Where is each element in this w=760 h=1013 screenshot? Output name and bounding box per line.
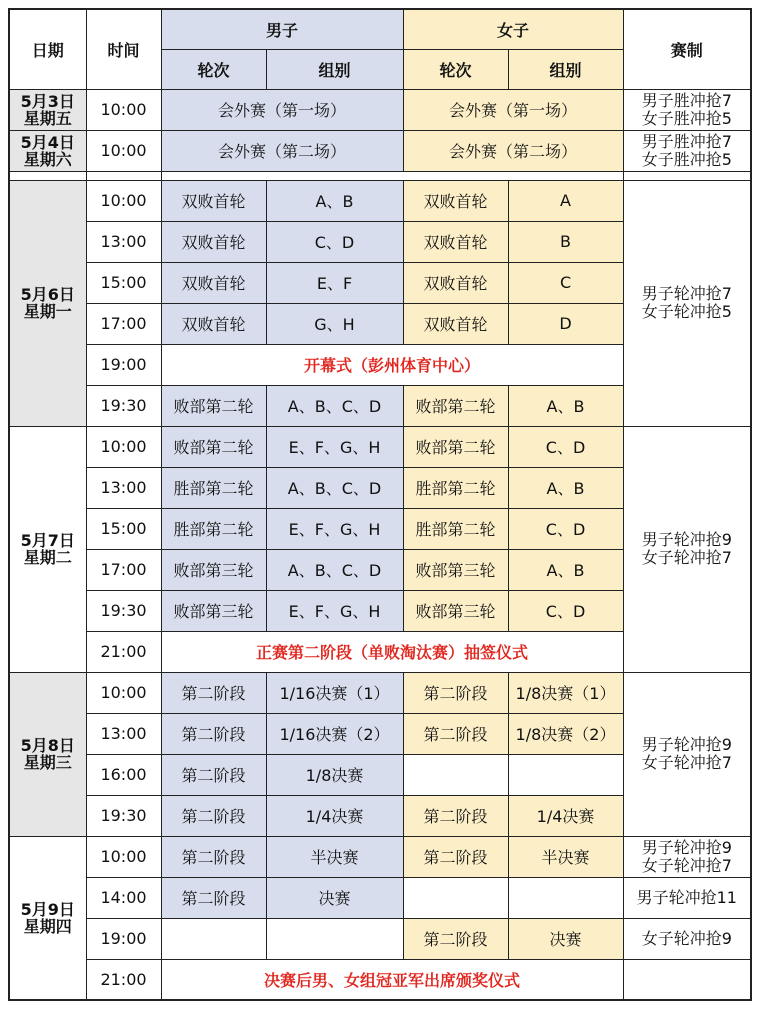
women-match: 会外赛（第二场） [403,130,623,171]
women-group: A、B [508,549,623,590]
men-round: 胜部第二轮 [161,508,266,549]
women-group: 半决赛 [508,836,623,877]
time-cell: 17:00 [86,549,161,590]
women-round: 第二阶段 [403,795,508,836]
women-group: C、D [508,590,623,631]
women-round: 双败首轮 [403,262,508,303]
men-round: 第二阶段 [161,672,266,713]
women-round: 败部第三轮 [403,590,508,631]
women-round: 第二阶段 [403,836,508,877]
time-cell: 10:00 [86,836,161,877]
format-cell: 女子轮冲抢9 [623,918,751,959]
header-time: 时间 [86,9,161,89]
men-group: A、B、C、D [266,549,403,590]
men-group: 1/8决赛 [266,754,403,795]
men-group: E、F [266,262,403,303]
women-group [508,754,623,795]
men-round: 双败首轮 [161,303,266,344]
format-cell: 男子轮冲抢9 女子轮冲抢7 [623,672,751,836]
men-round: 第二阶段 [161,754,266,795]
women-group: 1/4决赛 [508,795,623,836]
men-round: 败部第三轮 [161,549,266,590]
men-group: E、F、G、H [266,508,403,549]
men-group: 1/16决赛（2） [266,713,403,754]
women-group [508,877,623,918]
time-cell: 17:00 [86,303,161,344]
time-cell: 19:00 [86,918,161,959]
date-cell: 5月6日 星期一 [9,180,86,426]
women-group: C、D [508,508,623,549]
women-round [403,877,508,918]
event-cell: 正赛第二阶段（单败淘汰赛）抽签仪式 [161,631,623,672]
time-cell: 21:00 [86,959,161,1000]
table-row [9,836,751,877]
header-men: 男子 [161,9,403,49]
header-women: 女子 [403,9,623,49]
time-cell: 10:00 [86,180,161,221]
women-group: D [508,303,623,344]
time-cell: 10:00 [86,426,161,467]
women-group: A、B [508,385,623,426]
table-row [9,959,751,1000]
header-format: 赛制 [623,9,751,89]
date-cell: 5月7日 星期二 [9,426,86,672]
spacer-row [9,171,751,180]
men-group: 1/16决赛（1） [266,672,403,713]
men-match: 会外赛（第二场） [161,130,403,171]
men-round: 第二阶段 [161,713,266,754]
men-group: A、B、C、D [266,467,403,508]
women-round: 胜部第二轮 [403,467,508,508]
time-cell: 21:00 [86,631,161,672]
format-cell: 男子轮冲抢11 [623,877,751,918]
men-group: A、B [266,180,403,221]
time-cell: 16:00 [86,754,161,795]
women-round: 双败首轮 [403,180,508,221]
women-group: C [508,262,623,303]
date-cell: 5月3日 星期五 [9,89,86,130]
men-group: E、F、G、H [266,426,403,467]
format-cell-empty [623,959,751,1000]
date-cell: 5月8日 星期三 [9,672,86,836]
women-group: C、D [508,426,623,467]
women-round: 第二阶段 [403,672,508,713]
women-round: 败部第三轮 [403,549,508,590]
format-cell: 男子胜冲抢7 女子胜冲抢5 [623,89,751,130]
men-match: 会外赛（第一场） [161,89,403,130]
time-cell: 15:00 [86,262,161,303]
table-row [9,89,751,130]
women-round: 第二阶段 [403,713,508,754]
men-round: 双败首轮 [161,262,266,303]
women-round: 第二阶段 [403,918,508,959]
time-cell: 13:00 [86,467,161,508]
women-group: A、B [508,467,623,508]
women-round: 双败首轮 [403,221,508,262]
format-cell: 男子胜冲抢7 女子胜冲抢5 [623,130,751,171]
table-row [9,426,751,467]
time-cell: 19:00 [86,344,161,385]
women-group: 1/8决赛（1） [508,672,623,713]
time-cell: 10:00 [86,672,161,713]
men-round: 第二阶段 [161,836,266,877]
men-round: 败部第三轮 [161,590,266,631]
format-cell: 男子轮冲抢7 女子轮冲抢5 [623,180,751,426]
time-cell: 10:00 [86,130,161,171]
men-group: G、H [266,303,403,344]
event-cell: 决赛后男、女组冠亚军出席颁奖仪式 [161,959,623,1000]
women-round: 双败首轮 [403,303,508,344]
format-cell: 男子轮冲抢9 女子轮冲抢7 [623,426,751,672]
date-cell: 5月9日 星期四 [9,836,86,1000]
men-group: A、B、C、D [266,385,403,426]
table-row [9,877,751,918]
table-row [9,672,751,713]
men-round: 双败首轮 [161,180,266,221]
time-cell: 14:00 [86,877,161,918]
men-group: 半决赛 [266,836,403,877]
date-cell: 5月4日 星期六 [9,130,86,171]
men-group: 1/4决赛 [266,795,403,836]
header-men-group: 组别 [266,49,403,89]
women-round [403,754,508,795]
time-cell: 19:30 [86,795,161,836]
men-round: 双败首轮 [161,221,266,262]
women-group: 决赛 [508,918,623,959]
men-round: 第二阶段 [161,877,266,918]
men-round: 胜部第二轮 [161,467,266,508]
men-round: 败部第二轮 [161,426,266,467]
women-group: A [508,180,623,221]
table-row [9,918,751,959]
header-date: 日期 [9,9,86,89]
men-group [266,918,403,959]
women-match: 会外赛（第一场） [403,89,623,130]
time-cell: 19:30 [86,385,161,426]
time-cell: 13:00 [86,713,161,754]
table-row [9,180,751,221]
time-cell: 15:00 [86,508,161,549]
event-cell: 开幕式（彭州体育中心） [161,344,623,385]
men-group: C、D [266,221,403,262]
women-round: 败部第二轮 [403,426,508,467]
men-round: 败部第二轮 [161,385,266,426]
time-cell: 19:30 [86,590,161,631]
men-group: E、F、G、H [266,590,403,631]
women-group: 1/8决赛（2） [508,713,623,754]
header-women-round: 轮次 [403,49,508,89]
women-round: 败部第二轮 [403,385,508,426]
women-group: B [508,221,623,262]
men-round: 第二阶段 [161,795,266,836]
header-men-round: 轮次 [161,49,266,89]
table-row [9,130,751,171]
header-women-group: 组别 [508,49,623,89]
men-round [161,918,266,959]
schedule-table [8,8,752,1001]
time-cell: 13:00 [86,221,161,262]
format-cell: 男子轮冲抢9 女子轮冲抢7 [623,836,751,877]
men-group: 决赛 [266,877,403,918]
women-round: 胜部第二轮 [403,508,508,549]
time-cell: 10:00 [86,89,161,130]
